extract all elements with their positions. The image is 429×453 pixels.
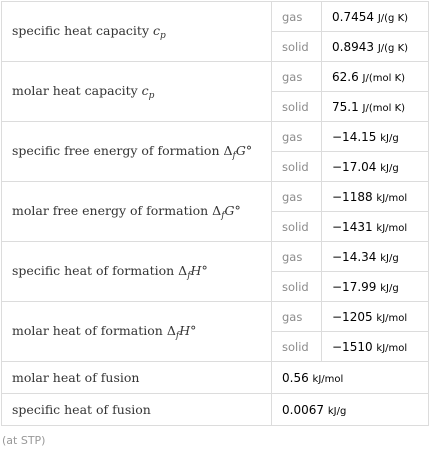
value-unit: kJ/g (380, 252, 399, 264)
footnote: (at STP) (2, 434, 46, 447)
property-name-cell (2, 122, 272, 182)
value-unit: kJ/mol (376, 312, 408, 324)
value-cell (322, 302, 429, 332)
value-cell (322, 332, 429, 362)
value-cell (322, 62, 429, 92)
value-number: −1188 (332, 189, 373, 204)
property-name-cell (2, 62, 272, 122)
value-unit: J/(mol K) (362, 72, 406, 84)
value-unit: kJ/mol (376, 192, 408, 204)
properties-table (1, 1, 429, 426)
value-number: 62.6 (332, 69, 359, 84)
value-unit: kJ/mol (312, 373, 344, 385)
value-cell (322, 272, 429, 302)
state-label: gas (272, 122, 322, 152)
value-cell (272, 362, 429, 394)
value-number: −1431 (332, 219, 373, 234)
property-symbol-suffix: G° (235, 142, 253, 158)
property-symbol-suffix: H° (190, 262, 208, 278)
property-subscript: f (221, 210, 225, 221)
value-unit: J/(g K) (377, 12, 409, 24)
state-label: solid (272, 32, 322, 62)
value-unit: J/(mol K) (362, 102, 406, 114)
state-label: solid (272, 152, 322, 182)
property-row (2, 122, 429, 152)
value-cell (322, 32, 429, 62)
state-label: solid (272, 272, 322, 302)
property-name-cell (2, 182, 272, 242)
value-number: 0.56 (282, 370, 309, 385)
value-number: 0.0067 (282, 402, 324, 417)
property-name-cell (2, 302, 272, 362)
property-name-cell: specific heat of fusion (2, 394, 272, 426)
value-cell (322, 152, 429, 182)
property-subscript: f (232, 150, 236, 161)
value-number: −17.04 (332, 159, 377, 174)
property-row (2, 2, 429, 32)
value-unit: kJ/g (380, 162, 399, 174)
property-name-cell (2, 242, 272, 302)
property-name: molar heat capacity (12, 82, 138, 98)
state-label: solid (272, 92, 322, 122)
property-symbol: c (153, 22, 161, 38)
property-symbol-suffix: G° (224, 202, 241, 218)
state-label: solid (272, 332, 322, 362)
property-row (2, 242, 429, 272)
property-row (2, 362, 429, 394)
value-number: −1510 (332, 339, 373, 354)
property-symbol: c (141, 82, 149, 98)
state-label: solid (272, 212, 322, 242)
property-subscript: p (148, 90, 155, 101)
property-row (2, 182, 429, 212)
value-number: 0.8943 (332, 39, 374, 54)
value-cell (272, 394, 429, 426)
value-unit: J/(g K) (377, 42, 409, 54)
property-name: molar heat of formation (12, 322, 163, 338)
properties-table-body (2, 2, 429, 426)
property-row (2, 394, 429, 426)
value-unit: kJ/mol (376, 222, 408, 234)
property-subscript: f (187, 270, 191, 281)
property-symbol-suffix: H° (179, 322, 197, 338)
property-name: specific free energy of formation (12, 142, 220, 158)
property-name-cell (2, 2, 272, 62)
value-cell (322, 212, 429, 242)
state-label: gas (272, 2, 322, 32)
property-name: specific heat of formation (12, 262, 175, 278)
property-symbol: Δ (223, 142, 233, 158)
value-cell (322, 2, 429, 32)
value-cell (322, 92, 429, 122)
value-number: −17.99 (332, 279, 377, 294)
value-unit: kJ/g (380, 282, 399, 294)
value-number: 0.7454 (332, 9, 374, 24)
value-unit: kJ/g (327, 405, 347, 417)
state-label: gas (272, 302, 322, 332)
value-cell (322, 182, 429, 212)
value-cell (322, 242, 429, 272)
property-symbol: Δ (178, 262, 188, 278)
value-number: −1205 (332, 309, 373, 324)
property-subscript: f (175, 330, 180, 341)
property-subscript: p (160, 30, 166, 41)
property-symbol: Δ (212, 202, 222, 218)
property-name: molar free energy of formation (12, 202, 209, 218)
value-number: −14.15 (332, 129, 377, 144)
property-row (2, 62, 429, 92)
value-unit: kJ/mol (376, 342, 408, 354)
property-name: specific heat capacity (12, 22, 150, 38)
state-label: gas (272, 242, 322, 272)
property-name-cell: molar heat of fusion (2, 362, 272, 394)
property-row (2, 302, 429, 332)
value-unit: kJ/g (380, 132, 399, 144)
state-label: gas (272, 182, 322, 212)
value-number: −14.34 (332, 249, 377, 264)
property-symbol: Δ (166, 322, 176, 338)
state-label: gas (272, 62, 322, 92)
value-number: 75.1 (332, 99, 359, 114)
value-cell (322, 122, 429, 152)
